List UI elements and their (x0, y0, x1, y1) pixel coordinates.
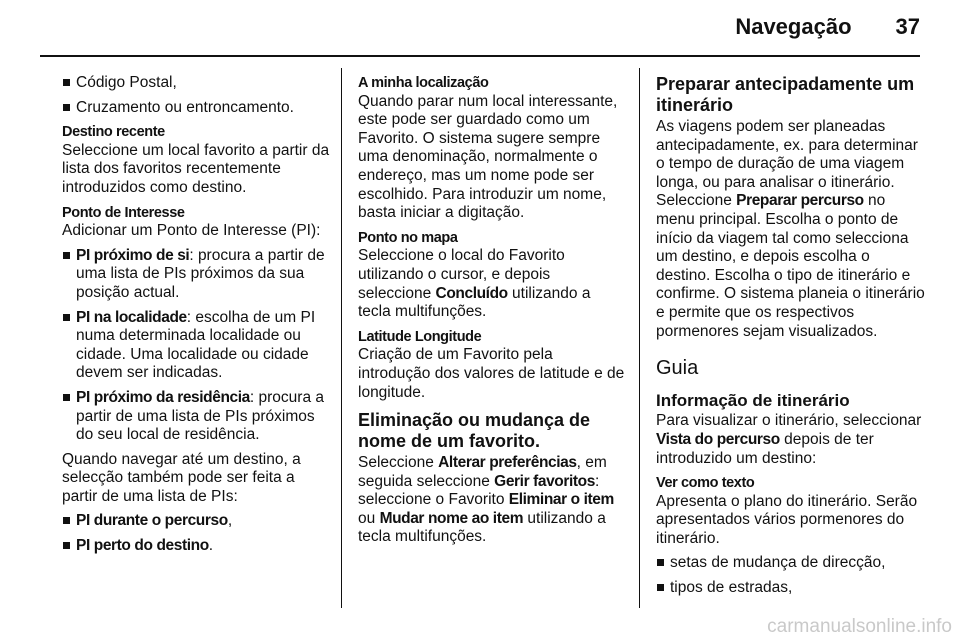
paragraph: Apresenta o plano do itinerário. Serão apresentados vários pormenores do itinerário. (656, 492, 918, 547)
column-1 (62, 74, 330, 562)
bold-term: Alterar preferências (438, 454, 577, 472)
section-heading: Informação de itinerário (656, 390, 850, 410)
text-run: utilizando a tecla multifunções. (358, 284, 591, 321)
paragraph: Seleccione um local favorito a partir da lista dos favoritos recentemente introduzidos como destino. (62, 141, 330, 196)
paragraph: Adicionar um Ponto de Interesse (PI): (62, 222, 321, 240)
list-item: Código Postal, (62, 74, 330, 93)
paragraph (358, 454, 626, 547)
subheading: Ponto de Interesse (62, 204, 185, 221)
text-run: no menu principal. Escolha o ponto de início da viagem tal como selecciona um destino, e depois escolha o destino. Escolha o tipo de itinerário e confirme. O sistema planeia o itinerário e permite que os respectivos pormenores sejam visualizados. (656, 192, 925, 340)
text-run: Seleccione (358, 454, 439, 472)
section-heading: Preparar antecipadamente um itinerário (656, 74, 915, 115)
paragraph: Quando navegar até um destino, a selecção também pode ser feita a partir de uma lista de PIs: (62, 450, 301, 505)
paragraph (656, 412, 928, 468)
list-item (62, 247, 330, 303)
item-text: , (227, 512, 233, 530)
bold-term: Concluído (435, 284, 508, 302)
paragraph (656, 118, 928, 341)
list-item (62, 537, 330, 556)
header-rule (40, 55, 920, 57)
text-run: As viagens podem ser planeadas antecipadamente, ex. para determinar o tempo de duração de uma viagem longa, ou para analisar o itinerário. Seleccione (656, 118, 918, 210)
subheading: Ver como texto (656, 475, 755, 492)
section-ponto-mapa (358, 229, 626, 322)
section-latlong (358, 328, 626, 402)
subheading: Ponto no mapa (358, 229, 458, 246)
chapter-heading: Guia (656, 357, 699, 380)
list-item (62, 309, 330, 383)
section-heading: Eliminação ou mudança de nome de um favorito. (358, 410, 591, 452)
column-2 (358, 74, 626, 553)
text-run: Seleccione o local do Favorito utilizando o cursor, e depois seleccione (358, 247, 565, 302)
bold-term: PI na localidade (76, 308, 187, 326)
page-header (735, 14, 920, 40)
item-text: . (208, 537, 214, 555)
section-localizacao (358, 74, 626, 223)
item-text: : procura a partir de uma lista de PIs próximos da sua posição actual. (76, 246, 325, 301)
section-destino-recente (62, 123, 330, 197)
list-item: Cruzamento ou entroncamento. (62, 99, 330, 118)
text-run: : seleccione o Favorito (358, 472, 600, 509)
list-item: setas de mudança de direcção, (656, 554, 928, 573)
text-run: depois de ter introduzido um destino: (656, 430, 874, 467)
paragraph: Quando parar num local interessante, este pode ser guardado como um Favorito. O sistema sugere sempre uma denominação, normalmente o endereço, mas um nome pode ser escolhido. Para introduzir um nome, basta iniciar a digitação. (358, 92, 618, 222)
subheading: A minha localização (358, 75, 489, 91)
item-text: : procura a partir de uma lista de PIs próximos do seu local de residência. (76, 388, 324, 444)
text-run: Para visualizar o itinerário, seleccionar (656, 412, 922, 430)
page-title: Navegação (735, 14, 852, 39)
page-number: 37 (895, 14, 920, 39)
subheading: Latitude Longitude (358, 328, 482, 345)
list-item (62, 512, 330, 531)
paragraph (358, 247, 626, 321)
section-ver-texto (656, 474, 928, 548)
section-ponto-interesse (62, 204, 330, 445)
bold-term: Vista do percurso (656, 430, 780, 448)
bold-term: Gerir favoritos (494, 472, 595, 490)
bold-term: PI próximo da residência (76, 388, 250, 406)
bold-term: Eliminar o item (508, 491, 614, 509)
list-item (62, 389, 330, 445)
list-item: tipos de estradas, (656, 579, 928, 598)
text-run: , em seguida seleccione (358, 454, 607, 490)
watermark: carmanualsonline.info (767, 616, 952, 637)
text-run: utilizando a tecla multifunções. (358, 509, 606, 546)
bold-term: PI próximo de si (76, 246, 190, 264)
column-3 (656, 74, 928, 604)
column-divider-2 (639, 68, 640, 608)
bold-term: PI durante o percurso (76, 512, 228, 530)
column-divider-1 (341, 68, 342, 608)
paragraph: Criação de um Favorito pela introdução dos valores de latitude e de longitude. (358, 346, 625, 401)
bold-term: Preparar percurso (736, 192, 864, 210)
subheading: Destino recente (62, 124, 165, 141)
item-text: : escolha de um PI numa determinada localidade ou cidade. Uma localidade ou cidade devem ser indicadas. (76, 308, 316, 382)
text-run: ou (358, 509, 380, 527)
bold-term: PI perto do destino (76, 537, 209, 555)
bold-term: Mudar nome ao item (379, 509, 524, 527)
